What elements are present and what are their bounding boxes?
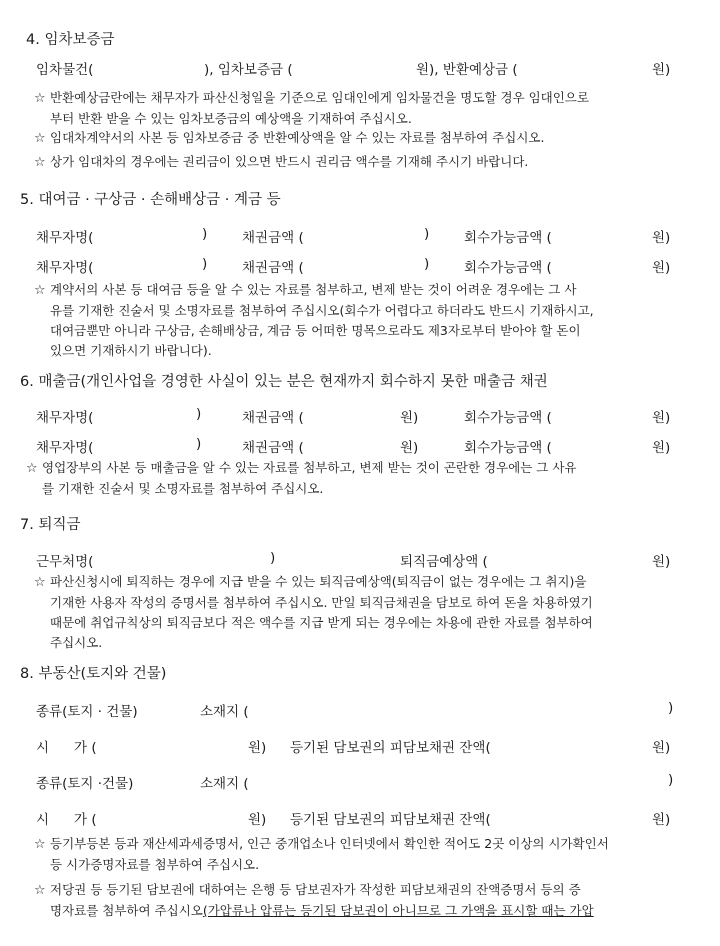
s7-note: ☆ 파산신청시에 퇴직하는 경우에 지급 받을 수 있는 퇴직금예상액(퇴직금이 없는 경우에는 그 취지)을 기재한 사용자 작성의 증명서를 첨부하여 주십시오. 만일 퇴직금채권을 담보로 하여 돈을 차용하였기 때문에 취업규칙상의 퇴직금보다 적은 액수를 지급 받게 되는 경우에는 차용에 관한 자료를 첨부하여 주십시오. (34, 574, 593, 650)
s4-note-2: ☆ 임대차계약서의 사본 등 임차보증금 중 반환예상액을 알 수 있는 자료를 첨부하여 주십시오. (34, 128, 544, 149)
s8-note-1: ☆ 등기부등본 등과 재산세과세증명서, 인근 중개업소나 인터넷에서 확인한 적어도 2곳 이상의 시가확인서 등 시가증명자료를 첨부하여 주십시오. (34, 836, 609, 872)
section-4-heading: 4. 임차보증금 (26, 32, 115, 48)
section-8-heading: 8. 부동산(토지와 건물) (20, 666, 167, 682)
deposit-label: ), 임차보증금 ( (204, 62, 293, 78)
market-label-si: 시 (36, 740, 50, 756)
debtor-label: 채무자명( (36, 230, 94, 246)
recoverable-label: 회수가능금액 ( (464, 440, 552, 456)
won-suffix: 원) (400, 410, 419, 426)
section-6-heading: 6. 매출금(개인사업을 경영한 사실이 있는 분은 현재까지 회수하지 못한 매출금 채권 (20, 374, 548, 390)
won-suffix: 원) (652, 230, 671, 246)
refund-expected-label: 원), 반환예상금 ( (416, 62, 518, 78)
claim-label: 채권금액 ( (242, 230, 304, 246)
s8-note-2: ☆ 저당권 등 등기된 담보권에 대하여는 은행 등 담보권자가 작성한 피담보채권의 잔액증명서 등의 증 명자료를 첨부하여 주십시오(가압류나 압류는 등기된 담보권이 아니므로 그 가액을 표시할 때는 가압 (34, 882, 594, 918)
lease-item-label: 임차물건( (36, 62, 94, 78)
market-label-ga: 가 ( (74, 740, 97, 756)
s5-row-2 (36, 256, 712, 276)
type-label: 종류(토지 · 건물) (36, 704, 138, 720)
s8-row-a1 (36, 700, 712, 720)
paren: ) (270, 550, 276, 566)
star-icon: ☆ (34, 575, 46, 590)
section-5-heading: 5. 대여금 · 구상금 · 손해배상금 · 계금 등 (20, 192, 281, 208)
won-suffix: 원) (652, 740, 671, 756)
s6-row-1 (36, 406, 712, 426)
s6-row-2 (36, 436, 712, 456)
s4-note-1: ☆ 반환예상금란에는 채무자가 파산신청일을 기준으로 임대인에게 임차물건을 명도할 경우 임대인으로 부터 반환 받을 수 있는 임차보증금의 예상액을 기재하여 주십시오. (34, 90, 589, 126)
won-suffix: 원) (652, 260, 671, 276)
underlined-remark: (가압류나 압류는 등기된 담보권이 아니므로 그 가액을 표시할 때는 가압 (202, 903, 594, 918)
severance-label: 퇴직금예상액 ( (400, 554, 488, 570)
secured-balance-label: 등기된 담보권의 피담보채권 잔액( (290, 812, 491, 828)
recoverable-label: 회수가능금액 ( (464, 230, 552, 246)
star-icon: ☆ (34, 155, 46, 170)
paren: ) (424, 256, 430, 272)
star-icon: ☆ (34, 131, 46, 146)
s6-note: ☆ 영업장부의 사본 등 매출금을 알 수 있는 자료를 첨부하고, 변제 받는 것이 곤란한 경우에는 그 사유 를 기재한 진술서 및 소명자료를 첨부하여 주십시오. (26, 460, 577, 496)
won-suffix: 원) (248, 812, 267, 828)
debtor-label: 채무자명( (36, 260, 94, 276)
won-suffix: 원) (652, 410, 671, 426)
won-suffix: 원) (652, 554, 671, 570)
s4-row (36, 58, 712, 78)
recoverable-label: 회수가능금액 ( (464, 410, 552, 426)
star-icon: ☆ (34, 91, 46, 106)
recoverable-label: 회수가능금액 ( (464, 260, 552, 276)
paren: ) (196, 436, 202, 452)
location-label: 소재지 ( (200, 704, 249, 720)
claim-label: 채권금액 ( (242, 440, 304, 456)
debtor-label: 채무자명( (36, 440, 94, 456)
location-label: 소재지 ( (200, 776, 249, 792)
won-suffix: 원) (652, 62, 671, 78)
workplace-label: 근무처명( (36, 554, 94, 570)
market-label-ga: 가 ( (74, 812, 97, 828)
s5-row-1 (36, 226, 712, 246)
star-icon: ☆ (26, 461, 38, 476)
market-label-si: 시 (36, 812, 50, 828)
s8-row-b1 (36, 736, 712, 756)
star-icon: ☆ (34, 283, 46, 298)
claim-label: 채권금액 ( (242, 260, 304, 276)
paren: ) (668, 772, 674, 788)
s8-row-a2 (36, 772, 712, 792)
s7-row (36, 550, 712, 570)
claim-label: 채권금액 ( (242, 410, 304, 426)
won-suffix: 원) (652, 812, 671, 828)
paren: ) (196, 406, 202, 422)
star-icon: ☆ (34, 883, 46, 898)
s5-note: ☆ 계약서의 사본 등 대여금 등을 알 수 있는 자료를 첨부하고, 변제 받는 것이 어려운 경우에는 그 사 유를 기재한 진술서 및 소명자료를 첨부하여 주십시오(회수가 어렵다고 하더라도 반드시 기재하시고, 대여금뿐만 아니라 구상금, 손해배상금, 계금 등 어떠한 명목으로라도 제3자로부터 받아야 할 돈이 있으면 기재하시기 바랍니다). (34, 282, 594, 358)
paren: ) (668, 700, 674, 716)
star-icon: ☆ (34, 837, 46, 852)
s4-note-3: ☆ 상가 임대차의 경우에는 권리금이 있으면 반드시 권리금 액수를 기재해 주시기 바랍니다. (34, 152, 528, 173)
debtor-label: 채무자명( (36, 410, 94, 426)
section-7-heading: 7. 퇴직금 (20, 517, 81, 533)
won-suffix: 원) (248, 740, 267, 756)
paren: ) (202, 256, 208, 272)
paren: ) (202, 226, 208, 242)
won-suffix: 원) (400, 440, 419, 456)
s8-row-b2 (36, 808, 712, 828)
type-label: 종류(토지 ·건물) (36, 776, 134, 792)
won-suffix: 원) (652, 440, 671, 456)
secured-balance-label: 등기된 담보권의 피담보채권 잔액( (290, 740, 491, 756)
paren: ) (424, 226, 430, 242)
